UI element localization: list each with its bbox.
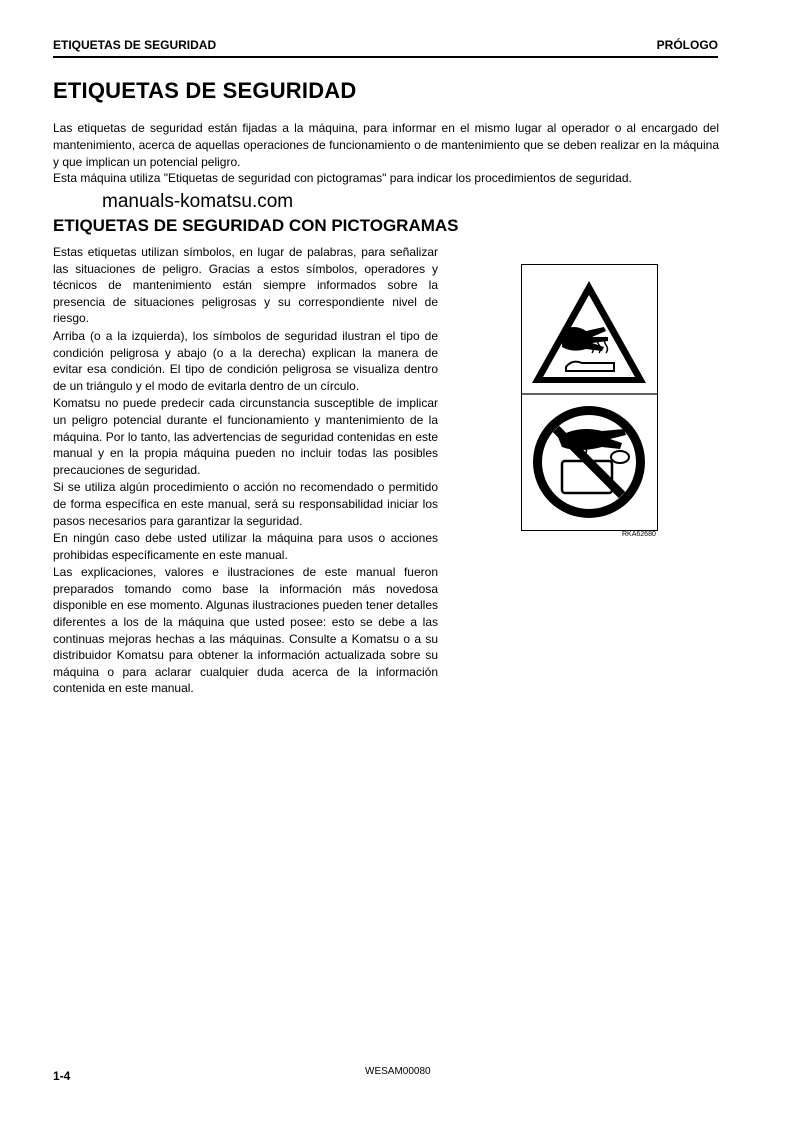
prohibition-circle-icon bbox=[533, 406, 645, 518]
watermark-link[interactable]: manuals-komatsu.com bbox=[102, 191, 294, 212]
body-paragraph-1: Estas etiquetas utilizan símbolos, en lugar de palabras, para señalizar las situaciones de peligro. Gracias a estos símbolos, operadores y técnicos de mantenimiento están siempre informados sobre la presencia de situaciones peligrosas y su correspondiente nivel de riesgo. bbox=[53, 245, 438, 326]
body-paragraph-4: Si se utiliza algún procedimiento o acción no recomendado o permitido de forma específica en este manual, será su responsabilidad iniciar los pasos necesarios para garantizar la seguridad. bbox=[53, 480, 438, 528]
page-number: 1-4 bbox=[53, 1069, 71, 1083]
header-divider bbox=[53, 56, 718, 58]
body-text-column bbox=[53, 244, 438, 698]
body-paragraph-2: Arriba (o a la izquierda), los símbolos de seguridad ilustran el tipo de condición peligrosa y abajo (o a la derecha) explican la manera de evitar esa condición. El tipo de condición peligrosa se visualiza dentro de un triángulo y el modo de evitarla dentro de un círculo. bbox=[53, 328, 438, 393]
intro-paragraph-1: Las etiquetas de seguridad están fijadas a la máquina, para informar en el mismo lugar al operador o al encargado del mantenimiento, acerca de aquellas operaciones de funcionamiento o de mantenimiento que se deben realizar en la máquina y que implican un potencial peligro. bbox=[53, 121, 719, 169]
figure-reference-code: RKA62680 bbox=[622, 531, 656, 538]
document-id: WESAM00080 bbox=[365, 1066, 431, 1077]
warning-triangle-icon bbox=[532, 281, 646, 383]
header-chapter-title: PRÓLOGO bbox=[656, 38, 718, 52]
body-paragraph-5: En ningún caso debe usted utilizar la máquina para usos o acciones prohibidas específicamente en este manual. bbox=[53, 531, 438, 562]
pictogram-drawing bbox=[522, 265, 657, 530]
header-section-title: ETIQUETAS DE SEGURIDAD bbox=[53, 38, 217, 52]
page-title: ETIQUETAS DE SEGURIDAD bbox=[53, 78, 357, 103]
intro-paragraph-2: Esta máquina utiliza "Etiquetas de seguridad con pictogramas" para indicar los procedimientos de seguridad. bbox=[53, 171, 632, 185]
body-paragraph-6: Las explicaciones, valores e ilustraciones de este manual fueron preparados tomando como base la información más novedosa disponible en ese momento. Algunas ilustraciones pueden tener detalles diferentes a los de la máquina que usted posee: esto se debe a las continuas mejoras hechas a las máquinas. Consulte a Komatsu o a su distribuidor Komatsu para obtener la información actualizada sobre su máquina o para aclarar cualquier duda acerca de la información contenida en este manual. bbox=[53, 565, 438, 696]
body-paragraph-3: Komatsu no puede predecir cada circunstancia susceptible de implicar un peligro potencial durante el funcionamiento y mantenimiento de la máquina. Por lo tanto, las advertencias de seguridad contenidas en este manual y en la propia máquina pueden no incluir todas las posibles precauciones de seguridad. bbox=[53, 396, 438, 477]
section-subtitle: ETIQUETAS DE SEGURIDAD CON PICTOGRAMAS bbox=[53, 216, 459, 235]
safety-pictogram-label bbox=[521, 264, 658, 531]
